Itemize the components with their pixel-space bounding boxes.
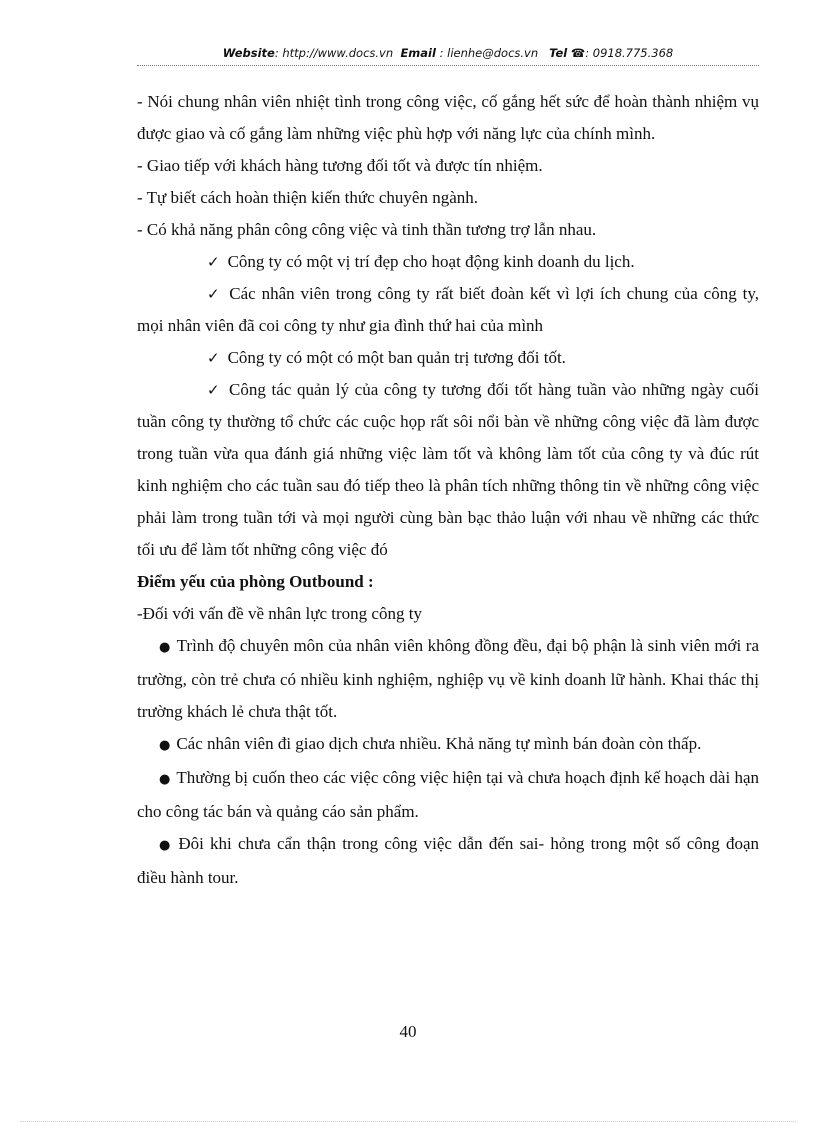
email-value: : lienhe@docs.vn: [439, 46, 539, 60]
bullet-item-text: Trình độ chuyên môn của nhân viên không đồng đều, đại bộ phận là sinh viên mới ra trường, còn trẻ chưa có nhiều kinh nghiệm, nghiệp vụ về kinh doanh lữ hành. Khai thác thị trường khách lẻ chưa thật tốt.: [137, 636, 759, 721]
email-label: Email: [400, 46, 436, 60]
page-number: 40: [399, 1022, 417, 1041]
bullet-item-transactions: [137, 728, 759, 762]
document-body: [137, 86, 759, 894]
phone-icon: ☎: [570, 46, 586, 60]
bullet-icon: ●: [159, 838, 173, 853]
check-item-location: [137, 246, 759, 278]
check-item-text: Các nhân viên trong công ty rất biết đoàn kết vì lợi ích chung của công ty, mọi nhân viên đã coi công ty như gia đình thứ hai của mình: [137, 284, 759, 335]
bullet-item-text: Các nhân viên đi giao dịch chưa nhiều. Khả năng tự mình bán đoàn còn thấp.: [176, 734, 702, 753]
check-item-unity: [137, 278, 759, 342]
page-header: [137, 46, 759, 60]
bullet-item-planning: [137, 762, 759, 828]
tel-label: Tel: [549, 46, 568, 60]
bullet-icon: ●: [159, 640, 171, 655]
section-heading: Điểm yếu của phòng Outbound :: [137, 572, 374, 591]
bullet-item-carelessness: [137, 828, 759, 894]
paragraph-general: - Nói chung nhân viên nhiệt tình trong công việc, cố gắng hết sức để hoàn thành nhiệm vụ được giao và cố gắng làm những việc phù hợp với năng lực của chính mình.: [137, 92, 759, 143]
check-item-management-board: [137, 342, 759, 374]
bullet-item-qualification: [137, 630, 759, 728]
check-item-text: Công ty có một vị trí đẹp cho hoạt động kinh doanh du lịch.: [227, 252, 635, 271]
bullet-icon: ●: [159, 772, 171, 787]
bullet-icon: ●: [159, 738, 171, 753]
bullet-item-text: Đôi khi chưa cẩn thận trong công việc dẫn đến sai- hỏng trong một số công đoạn điều hành tour.: [137, 834, 759, 887]
check-icon: ✓: [207, 285, 222, 303]
tel-value: : 0918.775.368: [585, 46, 674, 60]
check-item-management-work: [137, 374, 759, 566]
bottom-divider: [20, 1121, 796, 1122]
paragraph-teamwork: - Có khả năng phân công công việc và tinh thần tương trợ lẫn nhau.: [137, 220, 597, 239]
header-divider: [137, 65, 759, 66]
check-icon: ✓: [207, 349, 220, 367]
website-label: Website: [222, 46, 275, 60]
paragraph-self-improvement: - Tự biết cách hoàn thiện kiến thức chuyên ngành.: [137, 188, 479, 207]
bullet-item-text: Thường bị cuốn theo các việc công việc hiện tại và chưa hoạch định kế hoạch dài hạn cho công tác bán và quảng cáo sản phẩm.: [137, 768, 760, 821]
check-item-text: Công ty có một có một ban quản trị tương đối tốt.: [227, 348, 566, 367]
check-icon: ✓: [207, 253, 220, 271]
check-item-text: Công tác quản lý của công ty tương đối tốt hàng tuần vào những ngày cuối tuần công ty thường tổ chức các cuộc họp rất sôi nổi bàn về những công việc đã làm được trong tuần vừa qua đánh giá những việc làm tốt và không làm tốt của công ty và đúc rút kinh nghiệm cho các tuần sau đó tiếp theo là phân tích những thông tin về những công việc phải làm trong tuần tới và mọi người cùng bàn bạc thảo luận với nhau về những các thức tối ưu để làm tốt những công việc đó: [137, 380, 759, 559]
paragraph-human-resources: -Đối với vấn đề về nhân lực trong công ty: [137, 604, 422, 623]
check-icon: ✓: [207, 381, 221, 399]
website-value: : http://www.docs.vn: [274, 46, 394, 60]
paragraph-communication: - Giao tiếp với khách hàng tương đối tốt và được tín nhiệm.: [137, 156, 543, 175]
